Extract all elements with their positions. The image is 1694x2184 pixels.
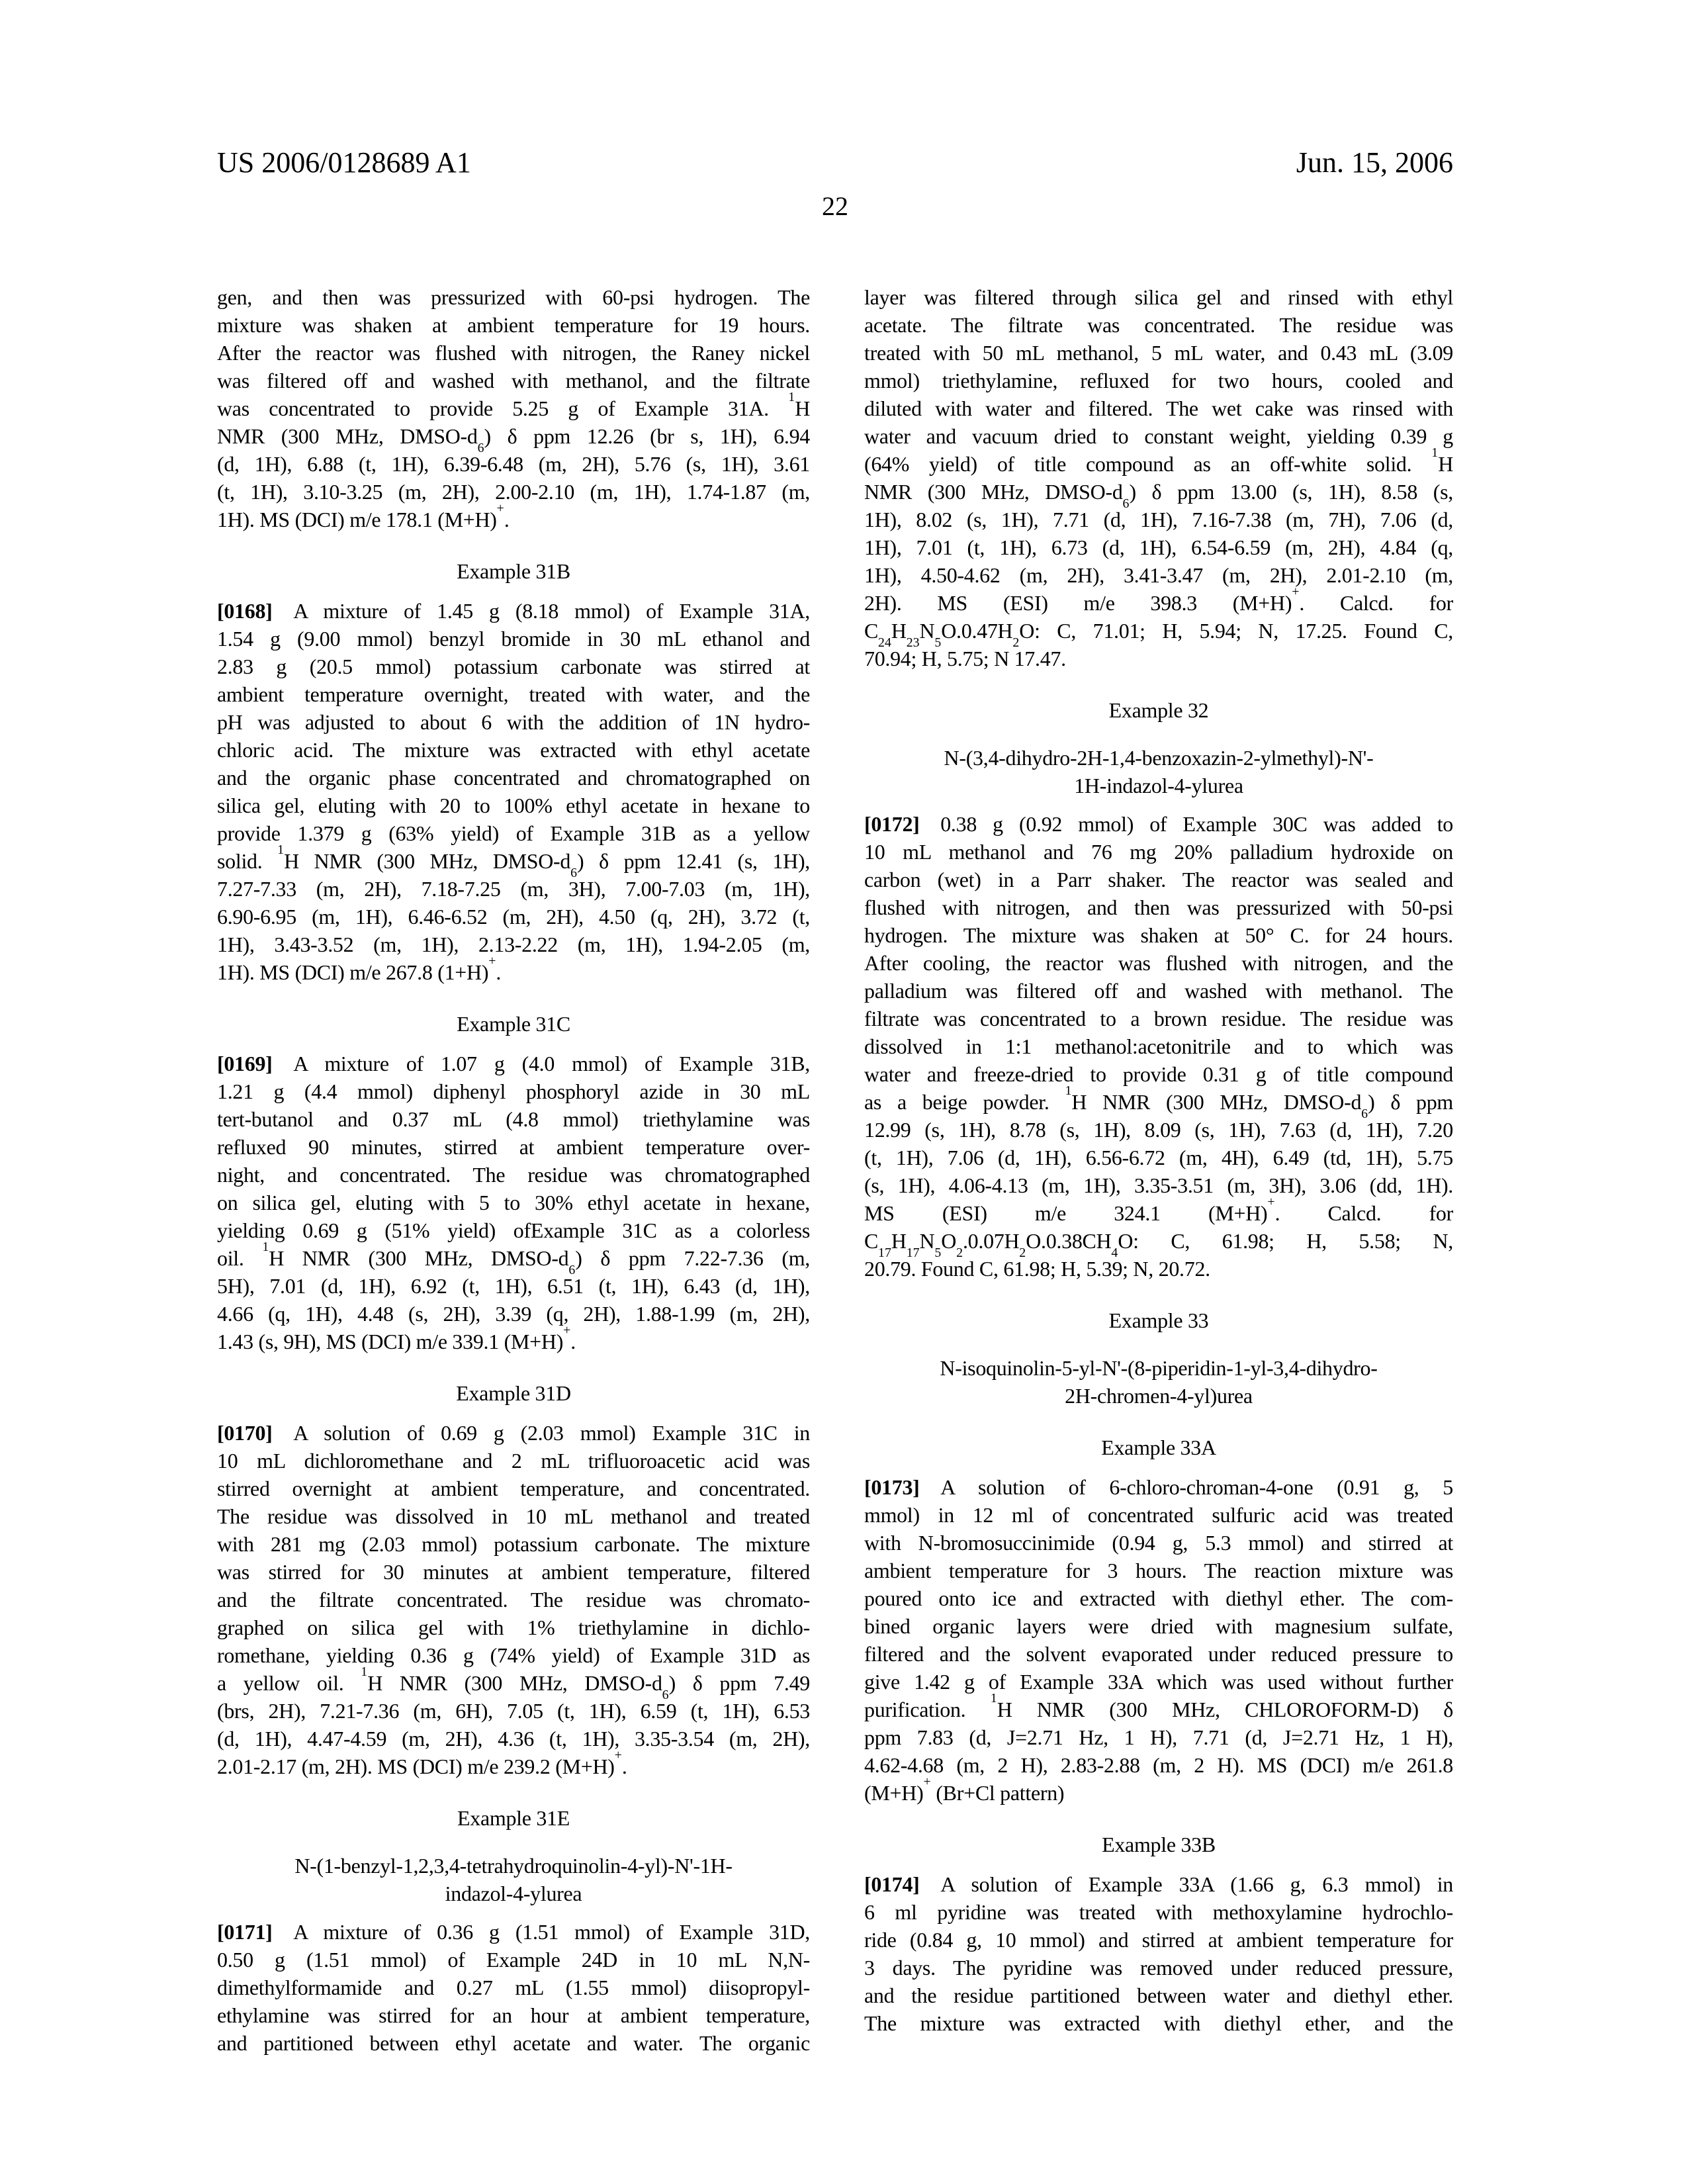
text-line: (d, 1H), 4.47-4.59 (m, 2H), 4.36 (t, 1H), 3.35-3.54 (m, 2H), — [217, 1727, 810, 1751]
text-line: (d, 1H), 6.88 (t, 1H), 6.39-6.48 (m, 2H), 5.76 (s, 1H), 3.61 — [217, 452, 810, 476]
text-line: [0172] 0.38 g (0.92 mmol) of Example 30C was added to — [864, 812, 1453, 836]
text-line: [0173] A solution of 6-chloro-chroman-4-one (0.91 g, 5 — [864, 1475, 1453, 1499]
text-line: give 1.42 g of Example 33A which was used without further — [864, 1670, 1453, 1694]
text-line: was filtered off and washed with methanol, and the filtrate — [217, 369, 810, 392]
text-line: $C_{24}H_{23}N_5O.0.47H_2O$: C, 71.01; H, 5.94; N, 17.25. Found C, — [864, 619, 1453, 651]
text-line: pH was adjusted to about 6 with the addition of 1N hydro- — [217, 710, 810, 734]
text-line: gen, and then was pressurized with 60-psi hydrogen. The — [217, 285, 810, 309]
text-line: 2H). MS (ESI) m/e 398.3 (M+H)+. Calcd. for — [864, 584, 1453, 615]
left-column — [217, 283, 810, 2057]
title-line: N-(1-benzyl-1,2,3,4-tetrahydroquinolin-4-yl)-N'-1H- — [294, 1854, 733, 1878]
text-line: water and freeze-dried to provide 0.31 g of title compound — [864, 1062, 1453, 1086]
text-line: (64% yield) of title compound as an off-white solid. $^1$H — [864, 445, 1453, 476]
text-line: 4.62-4.68 (m, 2 H), 2.83-2.88 (m, 2 H). MS (DCI) m/e 261.8 — [864, 1753, 1453, 1777]
text-line: romethane, yielding 0.36 g (74% yield) of Example 31D as — [217, 1643, 810, 1667]
text-line: mmol) in 12 ml of concentrated sulfuric acid was treated — [864, 1503, 1453, 1527]
text-line: NMR (300 MHz, DMSO-$d_6$) δ ppm 13.00 (s, 1H), 8.58 (s, — [864, 480, 1453, 512]
text-line: purification. $^1$H NMR (300 MHz, CHLOROFORM-D) δ — [864, 1691, 1453, 1721]
example-heading: Example 33A — [1101, 1435, 1216, 1459]
text-line: and the organic phase concentrated and chromatographed on — [217, 766, 810, 790]
text-line: 20.79. Found C, 61.98; H, 5.39; N, 20.72. — [864, 1257, 1210, 1281]
body-paragraph — [217, 1050, 810, 1355]
text-line: ppm 7.83 (d, J=2.71 Hz, 1 H), 7.71 (d, J=2.71 Hz, 1 H), — [864, 1725, 1453, 1749]
text-line: [0170] A solution of 0.69 g (2.03 mmol) Example 31C in — [217, 1421, 810, 1445]
page-number: 22 — [822, 191, 848, 221]
text-line: $C_{17}H_{17}N_5O_2.0.07H_2O.0.38CH_4O$: C, 61.98; H, 5.58; N, — [864, 1229, 1453, 1261]
text-line: 1H), 7.01 (t, 1H), 6.73 (d, 1H), 6.54-6.59 (m, 2H), 4.84 (q, — [864, 535, 1453, 559]
text-line: 1H), 8.02 (s, 1H), 7.71 (d, 1H), 7.16-7.38 (m, 7H), 7.06 (d, — [864, 508, 1453, 531]
text-line: 7.27-7.33 (m, 2H), 7.18-7.25 (m, 3H), 7.00-7.03 (m, 1H), — [217, 877, 810, 901]
text-line: filtrate was concentrated to a brown residue. The residue was — [864, 1007, 1453, 1030]
text-line: filtered and the solvent evaporated under reduced pressure to — [864, 1642, 1453, 1666]
text-line: was concentrated to provide 5.25 g of Example 31A. $^1$H — [217, 390, 810, 420]
title-line: N-(3,4-dihydro-2H-1,4-benzoxazin-2-ylmethyl)-N'- — [944, 746, 1374, 770]
text-line: (M+H)+ (Br+Cl pattern) — [864, 1774, 1065, 1805]
text-line: diluted with water and filtered. The wet cake was rinsed with — [864, 396, 1453, 420]
text-line: ride (0.84 g, 10 mmol) and stirred at ambient temperature for — [864, 1928, 1453, 1952]
text-line: carbon (wet) in a Parr shaker. The reactor was sealed and — [864, 868, 1453, 891]
text-line: layer was filtered through silica gel and rinsed with ethyl — [864, 285, 1453, 309]
text-line: a yellow oil. $^1$H NMR (300 MHz, DMSO-$d_6$) δ ppm 7.49 — [217, 1664, 810, 1703]
text-line: graphed on silica gel with 1% triethylamine in dichlo- — [217, 1615, 810, 1639]
text-line: 3 days. The pyridine was removed under reduced pressure, — [864, 1956, 1453, 1979]
text-line: 2.83 g (20.5 mmol) potassium carbonate was stirred at — [217, 655, 810, 678]
text-line: on silica gel, eluting with 5 to 30% ethyl acetate in hexane, — [217, 1191, 810, 1214]
text-line: ambient temperature overnight, treated with water, and the — [217, 682, 810, 706]
text-line: palladium was filtered off and washed with methanol. The — [864, 979, 1453, 1003]
text-line: (s, 1H), 4.06-4.13 (m, 1H), 3.35-3.51 (m, 3H), 3.06 (dd, 1H). — [864, 1173, 1453, 1197]
title-line: indazol-4-ylurea — [445, 1882, 582, 1905]
text-line: 1.54 g (9.00 mmol) benzyl bromide in 30 mL ethanol and — [217, 627, 810, 651]
example-heading: Example 31D — [456, 1381, 571, 1405]
text-line: oil. $^1$H NMR (300 MHz, DMSO-$d_6$) δ ppm 7.22-7.36 (m, — [217, 1240, 810, 1278]
text-line: 1H). MS (DCI) m/e 267.8 (1+H)+. — [217, 954, 502, 984]
text-line: bined organic layers were dried with magnesium sulfate, — [864, 1614, 1453, 1638]
example-heading: Example 31B — [457, 559, 570, 583]
body-paragraph — [864, 283, 1453, 672]
body-paragraph — [217, 1918, 810, 2057]
text-line: with N-bromosuccinimide (0.94 g, 5.3 mmol) and stirred at — [864, 1531, 1453, 1555]
text-line: tert-butanol and 0.37 mL (4.8 mmol) triethylamine was — [217, 1107, 810, 1131]
text-line: stirred overnight at ambient temperature, and concentrated. — [217, 1477, 810, 1500]
text-line: hydrogen. The mixture was shaken at 50° C. for 24 hours. — [864, 923, 1453, 947]
text-line: mixture was shaken at ambient temperature for 19 hours. — [217, 313, 810, 337]
text-line: [0168] A mixture of 1.45 g (8.18 mmol) of Example 31A, — [217, 599, 810, 623]
text-line: MS (ESI) m/e 324.1 (M+H)+. Calcd. for — [864, 1195, 1453, 1225]
text-line: [0169] A mixture of 1.07 g (4.0 mmol) of Example 31B, — [217, 1052, 810, 1075]
text-line: flushed with nitrogen, and then was pressurized with 50-psi — [864, 895, 1453, 919]
text-line: night, and concentrated. The residue was chromatographed — [217, 1163, 810, 1187]
right-column — [864, 283, 1453, 2037]
example-heading: Example 33 — [1108, 1308, 1209, 1332]
text-line: acetate. The filtrate was concentrated. The residue was — [864, 313, 1453, 337]
title-line: N-isoquinolin-5-yl-N'-(8-piperidin-1-yl-3,4-dihydro- — [940, 1356, 1378, 1380]
example-heading: Example 32 — [1108, 698, 1209, 722]
text-line: (brs, 2H), 7.21-7.36 (m, 6H), 7.05 (t, 1H), 6.59 (t, 1H), 6.53 — [217, 1699, 810, 1723]
text-line: 6.90-6.95 (m, 1H), 6.46-6.52 (m, 2H), 4.50 (q, 2H), 3.72 (t, — [217, 905, 810, 929]
title-line: 2H-chromen-4-yl)urea — [1065, 1384, 1253, 1408]
compound-title — [864, 744, 1453, 799]
text-line: [0174] A solution of Example 33A (1.66 g, 6.3 mmol) in — [864, 1872, 1453, 1896]
text-line: and partitioned between ethyl acetate and water. The organic — [217, 2031, 810, 2055]
text-line: 1.43 (s, 9H), MS (DCI) m/e 339.1 (M+H)+. — [217, 1323, 576, 1353]
text-line: After the reactor was flushed with nitrogen, the Raney nickel — [217, 341, 810, 365]
text-line: dimethylformamide and 0.27 mL (1.55 mmol) diisopropyl- — [217, 1976, 810, 1999]
text-line: 1H). MS (DCI) m/e 178.1 (M+H)+. — [217, 501, 510, 531]
body-paragraph — [864, 810, 1453, 1283]
text-line: ethylamine was stirred for an hour at ambient temperature, — [217, 2003, 810, 2027]
compound-title — [217, 1852, 810, 1907]
body-paragraph — [217, 1419, 810, 1780]
text-line: 5H), 7.01 (d, 1H), 6.92 (t, 1H), 6.51 (t, 1H), 6.43 (d, 1H), — [217, 1274, 810, 1298]
text-line: was stirred for 30 minutes at ambient temperature, filtered — [217, 1560, 810, 1584]
text-line: water and vacuum dried to constant weight, yielding 0.39 g — [864, 424, 1453, 448]
example-heading: Example 33B — [1102, 1833, 1216, 1856]
body-paragraph — [864, 1870, 1453, 2037]
text-line: with 281 mg (2.03 mmol) potassium carbonate. The mixture — [217, 1532, 810, 1556]
text-line: 1H), 4.50-4.62 (m, 2H), 3.41-3.47 (m, 2H), 2.01-2.10 (m, — [864, 563, 1453, 587]
text-line: and the residue partitioned between water and diethyl ether. — [864, 1983, 1453, 2007]
text-line: [0171] A mixture of 0.36 g (1.51 mmol) of Example 31D, — [217, 1920, 810, 1944]
text-line: NMR (300 MHz, DMSO-$d_6$) δ ppm 12.26 (br s, 1H), 6.94 — [217, 424, 810, 456]
text-line: and the filtrate concentrated. The residue was chromato- — [217, 1588, 810, 1612]
text-line: 4.66 (q, 1H), 4.48 (s, 2H), 3.39 (q, 2H), 1.88-1.99 (m, 2H), — [217, 1302, 810, 1326]
text-line: 10 mL methanol and 76 mg 20% palladium hydroxide on — [864, 840, 1453, 864]
text-line: The residue was dissolved in 10 mL methanol and treated — [217, 1504, 810, 1528]
compound-title — [864, 1354, 1453, 1410]
text-line: The mixture was extracted with diethyl ether, and the — [864, 2011, 1453, 2035]
text-line: 1.21 g (4.4 mmol) diphenyl phosphoryl azide in 30 mL — [217, 1079, 810, 1103]
text-line: 1H), 3.43-3.52 (m, 1H), 2.13-2.22 (m, 1H), 1.94-2.05 (m, — [217, 933, 810, 956]
text-line: refluxed 90 minutes, stirred at ambient temperature over- — [217, 1135, 810, 1159]
text-line: 70.94; H, 5.75; N 17.47. — [864, 647, 1066, 670]
text-line: silica gel, eluting with 20 to 100% ethyl acetate in hexane to — [217, 794, 810, 817]
text-line: provide 1.379 g (63% yield) of Example 31B as a yellow — [217, 821, 810, 845]
text-line: poured onto ice and extracted with diethyl ether. The com- — [864, 1586, 1453, 1610]
text-line: solid. $^1$H NMR (300 MHz, DMSO-$d_6$) δ ppm 12.41 (s, 1H), — [217, 842, 811, 881]
text-line: yielding 0.69 g (51% yield) ofExample 31C as a colorless — [217, 1218, 810, 1242]
text-line: 2.01-2.17 (m, 2H). MS (DCI) m/e 239.2 (M+H)+. — [217, 1748, 627, 1778]
body-paragraph — [864, 1473, 1453, 1807]
text-line: dissolved in 1:1 methanol:acetonitrile and to which was — [864, 1034, 1453, 1058]
text-line: 10 mL dichloromethane and 2 mL trifluoroacetic acid was — [217, 1449, 810, 1473]
text-line: ambient temperature for 3 hours. The reaction mixture was — [864, 1559, 1453, 1582]
text-line: treated with 50 mL methanol, 5 mL water, and 0.43 mL (3.09 — [864, 341, 1453, 365]
text-line: After cooling, the reactor was flushed with nitrogen, and the — [864, 951, 1453, 975]
example-heading: Example 31E — [457, 1806, 570, 1830]
text-line: 6 ml pyridine was treated with methoxylamine hydrochlo- — [864, 1900, 1453, 1924]
body-paragraph — [217, 283, 810, 533]
text-line: 12.99 (s, 1H), 8.78 (s, 1H), 8.09 (s, 1H), 7.63 (d, 1H), 7.20 — [864, 1118, 1453, 1142]
text-line: (t, 1H), 7.06 (d, 1H), 6.56-6.72 (m, 4H), 6.49 (td, 1H), 5.75 — [864, 1146, 1453, 1169]
text-line: mmol) triethylamine, refluxed for two hours, cooled and — [864, 369, 1453, 392]
text-line: chloric acid. The mixture was extracted with ethyl acetate — [217, 738, 810, 762]
text-line: (t, 1H), 3.10-3.25 (m, 2H), 2.00-2.10 (m, 1H), 1.74-1.87 (m, — [217, 480, 810, 504]
publication-date: Jun. 15, 2006 — [1296, 146, 1453, 179]
example-heading: Example 31C — [457, 1012, 570, 1036]
text-line: 0.50 g (1.51 mmol) of Example 24D in 10 mL N,N- — [217, 1948, 810, 1972]
body-paragraph — [217, 597, 810, 986]
patent-number: US 2006/0128689 A1 — [217, 146, 471, 179]
text-line: as a beige powder. $^1$H NMR (300 MHz, DMSO-$d_6$) δ ppm — [864, 1083, 1454, 1122]
title-line: 1H-indazol-4-ylurea — [1074, 774, 1243, 797]
